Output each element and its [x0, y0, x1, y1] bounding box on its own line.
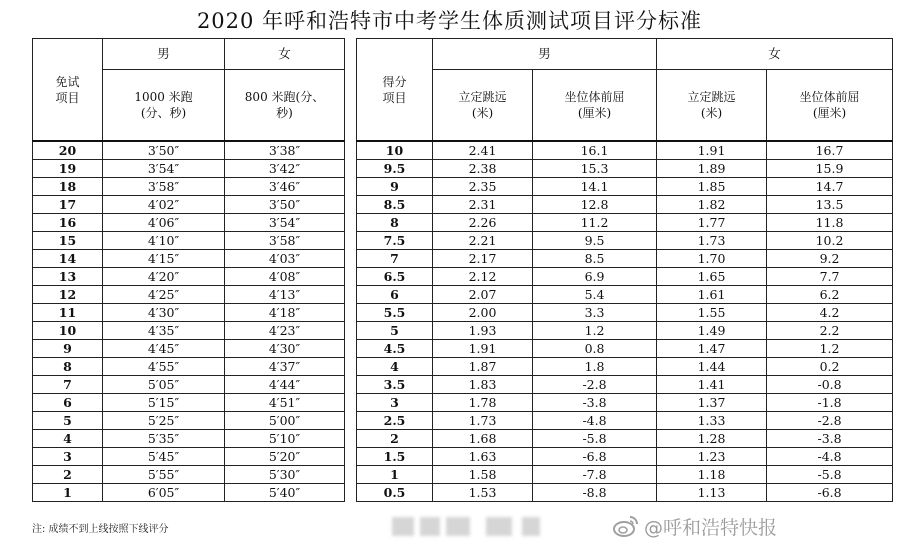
female-sit-reach-cell: 11.8 — [767, 214, 893, 232]
table-row — [357, 484, 893, 502]
female-sit-reach-cell: 16.7 — [767, 141, 893, 160]
male-sit-reach-cell: 1.2 — [533, 322, 657, 340]
male-1000m-header: 1000 米跑 (分、秒) — [103, 70, 225, 142]
table-row — [33, 448, 345, 466]
female-time-cell: 4′08″ — [225, 268, 345, 286]
female-long-jump-cell: 1.37 — [657, 394, 767, 412]
score-cell: 2.5 — [357, 412, 433, 430]
male-long-jump-cell: 2.26 — [433, 214, 533, 232]
table-row — [33, 304, 345, 322]
table-row — [357, 178, 893, 196]
score-cell: 14 — [33, 250, 103, 268]
table-row — [33, 430, 345, 448]
female-long-jump-cell: 1.65 — [657, 268, 767, 286]
male-sit-reach-cell: 15.3 — [533, 160, 657, 178]
female-time-cell: 4′03″ — [225, 250, 345, 268]
male-time-cell: 4′15″ — [103, 250, 225, 268]
score-cell: 7 — [33, 376, 103, 394]
female-time-cell: 3′42″ — [225, 160, 345, 178]
female-time-cell: 5′00″ — [225, 412, 345, 430]
score-cell: 4.5 — [357, 340, 433, 358]
male-long-jump-cell: 2.07 — [433, 286, 533, 304]
score-cell: 4 — [357, 358, 433, 376]
score-cell: 3 — [357, 394, 433, 412]
male-time-cell: 5′45″ — [103, 448, 225, 466]
male-sit-reach-cell: -8.8 — [533, 484, 657, 502]
female-sit-reach-cell: 0.2 — [767, 358, 893, 376]
female-long-jump-cell: 1.77 — [657, 214, 767, 232]
table-row — [33, 250, 345, 268]
female-sit-reach-cell: 13.5 — [767, 196, 893, 214]
redacted-text-block — [446, 517, 470, 536]
score-cell: 6.5 — [357, 268, 433, 286]
score-cell: 13 — [33, 268, 103, 286]
male-long-jump-cell: 1.78 — [433, 394, 533, 412]
male-long-jump-cell: 2.38 — [433, 160, 533, 178]
female-time-cell: 4′18″ — [225, 304, 345, 322]
table-row — [33, 358, 345, 376]
table-row — [33, 484, 345, 502]
female-sit-reach-cell: 15.9 — [767, 160, 893, 178]
running-score-table — [32, 38, 345, 502]
male-sit-reach-cell: 6.9 — [533, 268, 657, 286]
male-time-cell: 4′20″ — [103, 268, 225, 286]
male-sit-reach-cell: 0.8 — [533, 340, 657, 358]
male-long-jump-header: 立定跳远 (米) — [433, 70, 533, 142]
male-time-cell: 3′50″ — [103, 141, 225, 160]
male-sit-reach-header: 坐位体前屈 (厘米) — [533, 70, 657, 142]
male-sit-reach-cell: 8.5 — [533, 250, 657, 268]
redacted-text-block — [486, 517, 512, 536]
score-cell: 0.5 — [357, 484, 433, 502]
table-row — [357, 214, 893, 232]
page-title: 2020 年呼和浩特市中考学生体质测试项目评分标准 — [196, 9, 703, 33]
table-row — [357, 160, 893, 178]
exempt-item-header: 免试 项目 — [33, 39, 103, 142]
watermark — [612, 510, 897, 542]
male-long-jump-cell: 1.91 — [433, 340, 533, 358]
table-row — [33, 412, 345, 430]
male-long-jump-cell: 2.12 — [433, 268, 533, 286]
score-cell: 7.5 — [357, 232, 433, 250]
table-row — [357, 196, 893, 214]
male-time-cell: 5′05″ — [103, 376, 225, 394]
female-sit-reach-cell: -0.8 — [767, 376, 893, 394]
male-long-jump-cell: 1.63 — [433, 448, 533, 466]
score-cell: 3 — [33, 448, 103, 466]
female-sit-reach-cell: -6.8 — [767, 484, 893, 502]
score-item-header: 得分 项目 — [357, 39, 433, 142]
table-row — [357, 430, 893, 448]
score-cell: 10 — [357, 141, 433, 160]
male-time-cell: 4′35″ — [103, 322, 225, 340]
table-row — [33, 322, 345, 340]
female-long-jump-cell: 1.23 — [657, 448, 767, 466]
score-cell: 17 — [33, 196, 103, 214]
score-cell: 18 — [33, 178, 103, 196]
table-row — [357, 412, 893, 430]
score-cell: 16 — [33, 214, 103, 232]
male-sit-reach-cell: -3.8 — [533, 394, 657, 412]
table-row — [357, 250, 893, 268]
female-long-jump-header: 立定跳远 (米) — [657, 70, 767, 142]
score-cell: 2 — [357, 430, 433, 448]
female-long-jump-cell: 1.49 — [657, 322, 767, 340]
table-row — [357, 141, 893, 160]
male-time-cell: 4′02″ — [103, 196, 225, 214]
male-long-jump-cell: 1.58 — [433, 466, 533, 484]
score-cell: 1 — [357, 466, 433, 484]
weibo-logo-icon — [612, 514, 640, 538]
female-long-jump-cell: 1.70 — [657, 250, 767, 268]
female-sit-reach-cell: -5.8 — [767, 466, 893, 484]
female-long-jump-cell: 1.89 — [657, 160, 767, 178]
male-time-cell: 5′25″ — [103, 412, 225, 430]
male-long-jump-cell: 2.21 — [433, 232, 533, 250]
female-time-cell: 4′37″ — [225, 358, 345, 376]
score-cell: 12 — [33, 286, 103, 304]
score-cell: 1 — [33, 484, 103, 502]
male-time-cell: 4′10″ — [103, 232, 225, 250]
table-row — [33, 286, 345, 304]
female-sit-reach-cell: 6.2 — [767, 286, 893, 304]
female-time-cell: 5′40″ — [225, 484, 345, 502]
redacted-text-block — [522, 517, 540, 536]
score-cell: 9 — [357, 178, 433, 196]
table-row — [357, 286, 893, 304]
male-sit-reach-cell: 3.3 — [533, 304, 657, 322]
table-row — [357, 448, 893, 466]
female-time-cell: 5′20″ — [225, 448, 345, 466]
score-cell: 8 — [33, 358, 103, 376]
table-row — [33, 268, 345, 286]
male-time-cell: 5′55″ — [103, 466, 225, 484]
female-time-cell: 4′30″ — [225, 340, 345, 358]
male-header: 男 — [103, 39, 225, 70]
female-800m-header: 800 米跑(分、 秒) — [225, 70, 345, 142]
female-time-cell: 5′30″ — [225, 466, 345, 484]
table-row — [33, 394, 345, 412]
table-row — [357, 340, 893, 358]
female-long-jump-cell: 1.55 — [657, 304, 767, 322]
female-long-jump-cell: 1.47 — [657, 340, 767, 358]
male-sit-reach-cell: 5.4 — [533, 286, 657, 304]
male-sit-reach-cell: -7.8 — [533, 466, 657, 484]
male-sit-reach-cell: 14.1 — [533, 178, 657, 196]
female-time-cell: 3′50″ — [225, 196, 345, 214]
male-sit-reach-cell: -6.8 — [533, 448, 657, 466]
female-long-jump-cell: 1.13 — [657, 484, 767, 502]
female-long-jump-cell: 1.91 — [657, 141, 767, 160]
score-cell: 1.5 — [357, 448, 433, 466]
table-row — [33, 141, 345, 160]
female-sit-reach-cell: 2.2 — [767, 322, 893, 340]
score-cell: 2 — [33, 466, 103, 484]
male-sit-reach-cell: 11.2 — [533, 214, 657, 232]
field-score-table — [356, 38, 893, 502]
female-long-jump-cell: 1.85 — [657, 178, 767, 196]
male-time-cell: 4′45″ — [103, 340, 225, 358]
table-row — [357, 232, 893, 250]
male-time-cell: 4′06″ — [103, 214, 225, 232]
male-time-cell: 5′15″ — [103, 394, 225, 412]
table-row — [357, 268, 893, 286]
female-long-jump-cell: 1.18 — [657, 466, 767, 484]
male-header: 男 — [433, 39, 657, 70]
male-sit-reach-cell: 12.8 — [533, 196, 657, 214]
score-cell: 5.5 — [357, 304, 433, 322]
female-sit-reach-cell: 7.7 — [767, 268, 893, 286]
male-time-cell: 3′54″ — [103, 160, 225, 178]
female-sit-reach-cell: -2.8 — [767, 412, 893, 430]
female-long-jump-cell: 1.82 — [657, 196, 767, 214]
table-row — [357, 394, 893, 412]
male-long-jump-cell: 1.87 — [433, 358, 533, 376]
female-sit-reach-header: 坐位体前屈 (厘米) — [767, 70, 893, 142]
table-row — [33, 214, 345, 232]
female-long-jump-cell: 1.61 — [657, 286, 767, 304]
redacted-text-block — [392, 517, 414, 536]
score-cell: 20 — [33, 141, 103, 160]
female-long-jump-cell: 1.28 — [657, 430, 767, 448]
male-long-jump-cell: 2.41 — [433, 141, 533, 160]
male-long-jump-cell: 2.17 — [433, 250, 533, 268]
male-sit-reach-cell: 1.8 — [533, 358, 657, 376]
female-sit-reach-cell: -1.8 — [767, 394, 893, 412]
male-long-jump-cell: 1.53 — [433, 484, 533, 502]
female-long-jump-cell: 1.44 — [657, 358, 767, 376]
male-time-cell: 3′58″ — [103, 178, 225, 196]
female-long-jump-cell: 1.33 — [657, 412, 767, 430]
male-sit-reach-cell: 9.5 — [533, 232, 657, 250]
female-time-cell: 3′46″ — [225, 178, 345, 196]
table-row — [33, 196, 345, 214]
female-long-jump-cell: 1.73 — [657, 232, 767, 250]
female-sit-reach-cell: -4.8 — [767, 448, 893, 466]
male-long-jump-cell: 2.35 — [433, 178, 533, 196]
female-time-cell: 3′38″ — [225, 141, 345, 160]
female-time-cell: 4′51″ — [225, 394, 345, 412]
male-time-cell: 6′05″ — [103, 484, 225, 502]
score-cell: 9.5 — [357, 160, 433, 178]
table-row — [357, 466, 893, 484]
score-cell: 9 — [33, 340, 103, 358]
score-cell: 4 — [33, 430, 103, 448]
male-long-jump-cell: 1.93 — [433, 322, 533, 340]
male-long-jump-cell: 2.00 — [433, 304, 533, 322]
female-sit-reach-cell: 9.2 — [767, 250, 893, 268]
female-time-cell: 3′58″ — [225, 232, 345, 250]
score-cell: 5 — [33, 412, 103, 430]
male-time-cell: 5′35″ — [103, 430, 225, 448]
score-cell: 8 — [357, 214, 433, 232]
table-row — [357, 358, 893, 376]
female-long-jump-cell: 1.41 — [657, 376, 767, 394]
male-long-jump-cell: 2.31 — [433, 196, 533, 214]
score-cell: 6 — [33, 394, 103, 412]
score-cell: 3.5 — [357, 376, 433, 394]
male-sit-reach-cell: -2.8 — [533, 376, 657, 394]
redacted-text-block — [420, 517, 440, 536]
male-time-cell: 4′30″ — [103, 304, 225, 322]
score-cell: 15 — [33, 232, 103, 250]
female-sit-reach-cell: 4.2 — [767, 304, 893, 322]
female-time-cell: 3′54″ — [225, 214, 345, 232]
female-sit-reach-cell: 1.2 — [767, 340, 893, 358]
female-sit-reach-cell: 10.2 — [767, 232, 893, 250]
female-time-cell: 4′44″ — [225, 376, 345, 394]
male-sit-reach-cell: -4.8 — [533, 412, 657, 430]
table-row — [33, 232, 345, 250]
score-cell: 6 — [357, 286, 433, 304]
male-long-jump-cell: 1.83 — [433, 376, 533, 394]
female-sit-reach-cell: 14.7 — [767, 178, 893, 196]
table-row — [357, 376, 893, 394]
table-row — [33, 340, 345, 358]
watermark-text: @呼和浩特快报 — [644, 516, 778, 539]
female-header: 女 — [225, 39, 345, 70]
score-cell: 8.5 — [357, 196, 433, 214]
female-time-cell: 4′23″ — [225, 322, 345, 340]
male-long-jump-cell: 1.73 — [433, 412, 533, 430]
male-time-cell: 4′55″ — [103, 358, 225, 376]
score-cell: 10 — [33, 322, 103, 340]
score-cell: 5 — [357, 322, 433, 340]
table-row — [33, 178, 345, 196]
table-row — [33, 160, 345, 178]
table-row — [33, 466, 345, 484]
male-long-jump-cell: 1.68 — [433, 430, 533, 448]
table-row — [33, 376, 345, 394]
score-cell: 11 — [33, 304, 103, 322]
footnote: 注: 成绩不到上线按照下线评分 — [32, 524, 169, 535]
table-row — [357, 322, 893, 340]
male-sit-reach-cell: -5.8 — [533, 430, 657, 448]
female-header: 女 — [657, 39, 893, 70]
female-time-cell: 4′13″ — [225, 286, 345, 304]
male-sit-reach-cell: 16.1 — [533, 141, 657, 160]
female-time-cell: 5′10″ — [225, 430, 345, 448]
female-sit-reach-cell: -3.8 — [767, 430, 893, 448]
score-cell: 7 — [357, 250, 433, 268]
table-row — [357, 304, 893, 322]
score-cell: 19 — [33, 160, 103, 178]
male-time-cell: 4′25″ — [103, 286, 225, 304]
